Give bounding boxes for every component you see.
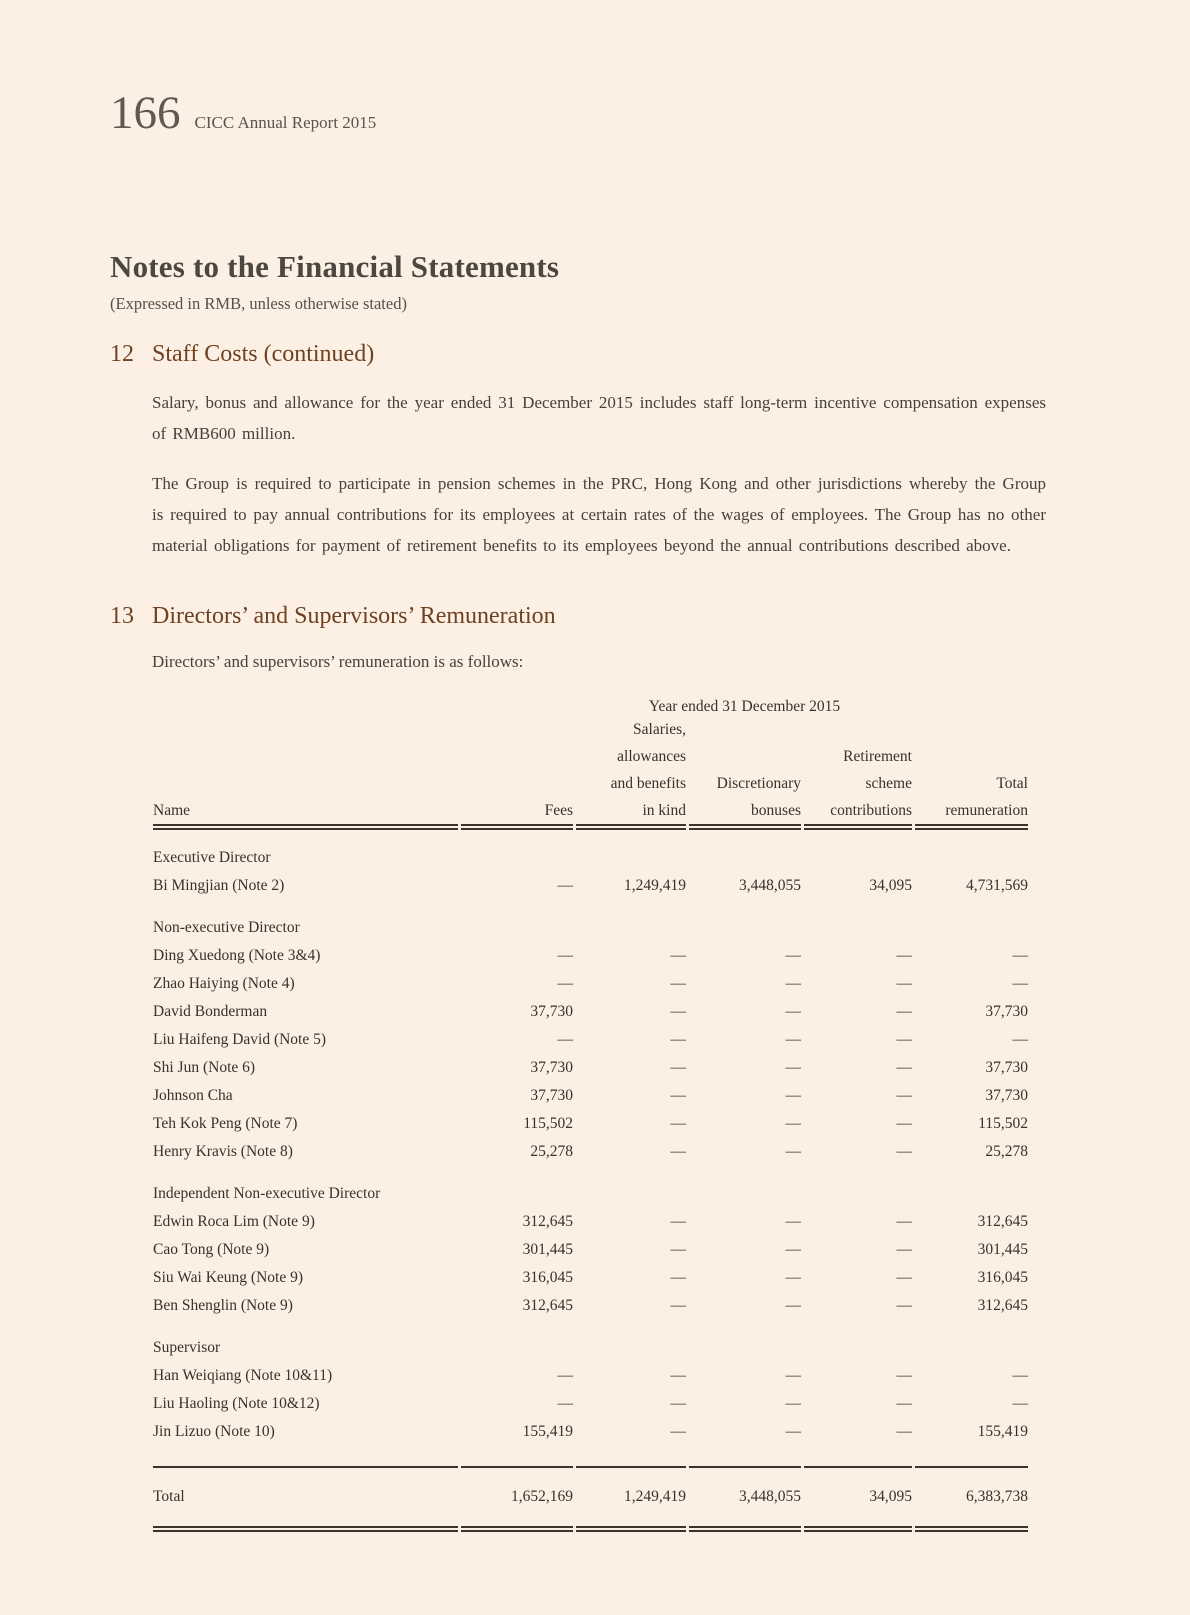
- amount: —: [785, 1297, 801, 1314]
- amount: 34,095: [869, 877, 912, 894]
- total-amount: 1,652,169: [461, 1468, 573, 1532]
- amount: —: [670, 1031, 686, 1048]
- section-number: 12: [110, 341, 134, 367]
- amount: —: [785, 1395, 801, 1412]
- amount: —: [785, 1213, 801, 1230]
- director-name: Shi Jun (Note 6): [153, 1059, 256, 1076]
- amount: —: [670, 1269, 686, 1286]
- spacer-cell: [153, 689, 458, 716]
- amount: 4,731,569: [966, 877, 1028, 894]
- table-row: [153, 1138, 1028, 1166]
- table-row: [153, 970, 1028, 998]
- period-header: Year ended 31 December 2015: [648, 698, 841, 715]
- amount: —: [896, 1395, 912, 1412]
- amount: 37,730: [530, 1003, 573, 1020]
- director-name: Teh Kok Peng (Note 7): [153, 1115, 298, 1132]
- amount: —: [896, 1143, 912, 1160]
- amount: —: [785, 1241, 801, 1258]
- table-row: [153, 1054, 1028, 1082]
- group-label: Executive Director: [153, 849, 271, 866]
- table-row: [153, 1418, 1028, 1468]
- column-header-bonuses: Discretionary bonuses: [689, 716, 801, 830]
- table-row: [153, 1264, 1028, 1292]
- amount: —: [576, 1418, 686, 1468]
- amount: 301,445: [522, 1241, 573, 1258]
- section-staff-costs: [110, 341, 1078, 561]
- amount: —: [896, 1059, 912, 1076]
- group-label: Independent Non-executive Director: [153, 1185, 381, 1202]
- amount: 37,730: [985, 1059, 1028, 1076]
- table-row: [153, 1390, 1028, 1418]
- amount: 301,445: [977, 1241, 1028, 1258]
- amount: —: [896, 947, 912, 964]
- amount: —: [557, 1367, 573, 1384]
- running-header: [0, 0, 1190, 137]
- amount: —: [896, 1269, 912, 1286]
- column-header-retirement: Retirement scheme contributions: [804, 716, 912, 830]
- director-name: Ding Xuedong (Note 3&4): [153, 947, 321, 964]
- document-title: Notes to the Financial Statements: [110, 249, 560, 284]
- amount: —: [557, 947, 573, 964]
- column-header-name: Name: [153, 716, 458, 830]
- amount: 155,419: [915, 1418, 1028, 1468]
- amount: —: [896, 1241, 912, 1258]
- amount: 316,045: [977, 1269, 1028, 1286]
- amount: —: [896, 975, 912, 992]
- amount: —: [1012, 1395, 1028, 1412]
- amount: —: [557, 1031, 573, 1048]
- staff-costs-paragraph-1: Salary, bonus and allowance for the year ended 31 December 2015 includes staff long-term incentive compensation expenses of RMB600 million.: [152, 393, 1046, 443]
- director-name: Han Weiqiang (Note 10&11): [153, 1367, 333, 1384]
- amount: 312,645: [522, 1213, 573, 1230]
- amount: 25,278: [530, 1143, 573, 1160]
- amount: 25,278: [985, 1143, 1028, 1160]
- amount: —: [785, 1115, 801, 1132]
- amount: —: [1012, 975, 1028, 992]
- amount: 37,730: [985, 1087, 1028, 1104]
- column-header-fees: Fees: [461, 716, 573, 830]
- director-name: Johnson Cha: [153, 1087, 233, 1104]
- amount: —: [785, 1003, 801, 1020]
- section-title: Directors’ and Supervisors’ Remuneration: [152, 603, 556, 629]
- amount: 312,645: [977, 1297, 1028, 1314]
- amount: —: [670, 1087, 686, 1104]
- amount: —: [670, 1367, 686, 1384]
- amount: —: [670, 1143, 686, 1160]
- report-title: CICC Annual Report 2015: [194, 113, 377, 132]
- total-amount: 34,095: [804, 1468, 912, 1532]
- amount: —: [785, 947, 801, 964]
- table-row: [153, 1236, 1028, 1264]
- table-row: [153, 942, 1028, 970]
- amount: —: [896, 1367, 912, 1384]
- director-name: Bi Mingjian (Note 2): [153, 877, 285, 894]
- amount: —: [1012, 1031, 1028, 1048]
- section-number: 13: [110, 603, 134, 629]
- amount: 3,448,055: [739, 877, 801, 894]
- amount: —: [785, 1059, 801, 1076]
- section-remuneration: [110, 603, 1078, 1532]
- column-header-total: Total remuneration: [915, 716, 1028, 830]
- table-row: [153, 1110, 1028, 1138]
- amount: —: [557, 877, 573, 894]
- table-row: [153, 1292, 1028, 1320]
- remuneration-intro: Directors’ and supervisors’ remuneration is as follows:: [152, 652, 524, 671]
- director-name: Cao Tong (Note 9): [153, 1241, 270, 1258]
- remuneration-table: [150, 689, 1031, 1532]
- section-title: Staff Costs (continued): [152, 341, 375, 367]
- column-header-salaries: Salaries, allowances and benefits in kind: [576, 716, 686, 830]
- amount: 312,645: [522, 1297, 573, 1314]
- amount: —: [670, 1059, 686, 1076]
- amount: 1,249,419: [624, 877, 686, 894]
- group-label-row: [153, 900, 1028, 942]
- amount: 115,502: [523, 1115, 573, 1132]
- director-name: Edwin Roca Lim (Note 9): [153, 1213, 315, 1230]
- amount: —: [689, 1418, 801, 1468]
- document-subtitle: (Expressed in RMB, unless otherwise stated): [110, 294, 407, 313]
- director-name: Henry Kravis (Note 8): [153, 1143, 293, 1160]
- director-name: Liu Haifeng David (Note 5): [153, 1031, 327, 1048]
- section-heading-staff-costs: [110, 341, 1078, 368]
- amount: —: [670, 1297, 686, 1314]
- period-header-row: [153, 689, 1028, 716]
- amount: —: [896, 1297, 912, 1314]
- amount: 37,730: [530, 1087, 573, 1104]
- table-row: [153, 1208, 1028, 1236]
- amount: —: [785, 1143, 801, 1160]
- amount: —: [896, 1031, 912, 1048]
- total-amount: 3,448,055: [689, 1468, 801, 1532]
- group-label-row: [153, 1166, 1028, 1208]
- column-header-row: [153, 716, 1028, 830]
- remuneration-table-body: [153, 830, 1028, 1532]
- amount: —: [670, 1395, 686, 1412]
- amount: —: [785, 975, 801, 992]
- amount: —: [1012, 947, 1028, 964]
- amount: —: [785, 1087, 801, 1104]
- director-name: David Bonderman: [153, 1003, 268, 1020]
- amount: —: [670, 975, 686, 992]
- director-name: Jin Lizuo (Note 10): [153, 1418, 458, 1468]
- table-row: [153, 998, 1028, 1026]
- total-amount: 1,249,419: [576, 1468, 686, 1532]
- group-label: Supervisor: [153, 1339, 221, 1356]
- group-label: Non-executive Director: [153, 919, 300, 936]
- amount: —: [670, 947, 686, 964]
- amount: —: [785, 1269, 801, 1286]
- amount: —: [896, 1213, 912, 1230]
- amount: —: [896, 1115, 912, 1132]
- page-number: 166: [110, 87, 181, 139]
- amount: 37,730: [985, 1003, 1028, 1020]
- amount: —: [785, 1031, 801, 1048]
- amount: —: [896, 1087, 912, 1104]
- director-name: Zhao Haiying (Note 4): [153, 975, 295, 992]
- amount: —: [670, 1241, 686, 1258]
- total-amount: 6,383,738: [915, 1468, 1028, 1532]
- amount: —: [1012, 1367, 1028, 1384]
- amount: —: [896, 1003, 912, 1020]
- staff-costs-paragraph-2: The Group is required to participate in pension schemes in the PRC, Hong Kong and other jurisdictions whereby the Group is required to pay annual contributions for its employees at certain rates of the wages of employees. The Group has no other material obligations for payment of retirement benefits to its employees beyond the annual contributions described above.: [152, 474, 1046, 555]
- section-heading-remuneration: [110, 603, 1078, 630]
- amount: —: [670, 1115, 686, 1132]
- amount: 155,419: [461, 1418, 573, 1468]
- amount: —: [557, 975, 573, 992]
- table-row: [153, 872, 1028, 900]
- director-name: Ben Shenglin (Note 9): [153, 1297, 293, 1314]
- table-row: [153, 1026, 1028, 1054]
- amount: 115,502: [978, 1115, 1028, 1132]
- amount: —: [670, 1003, 686, 1020]
- group-label-row: [153, 830, 1028, 872]
- group-label-row: [153, 1320, 1028, 1362]
- table-row: [153, 1082, 1028, 1110]
- amount: 37,730: [530, 1059, 573, 1076]
- amount: —: [785, 1367, 801, 1384]
- total-row: [153, 1468, 1028, 1532]
- amount: 312,645: [977, 1213, 1028, 1230]
- amount: —: [670, 1213, 686, 1230]
- amount: —: [804, 1418, 912, 1468]
- director-name: Siu Wai Keung (Note 9): [153, 1269, 303, 1286]
- director-name: Liu Haoling (Note 10&12): [153, 1395, 320, 1412]
- amount: 316,045: [522, 1269, 573, 1286]
- total-label: Total: [153, 1468, 458, 1532]
- amount: —: [557, 1395, 573, 1412]
- table-row: [153, 1362, 1028, 1390]
